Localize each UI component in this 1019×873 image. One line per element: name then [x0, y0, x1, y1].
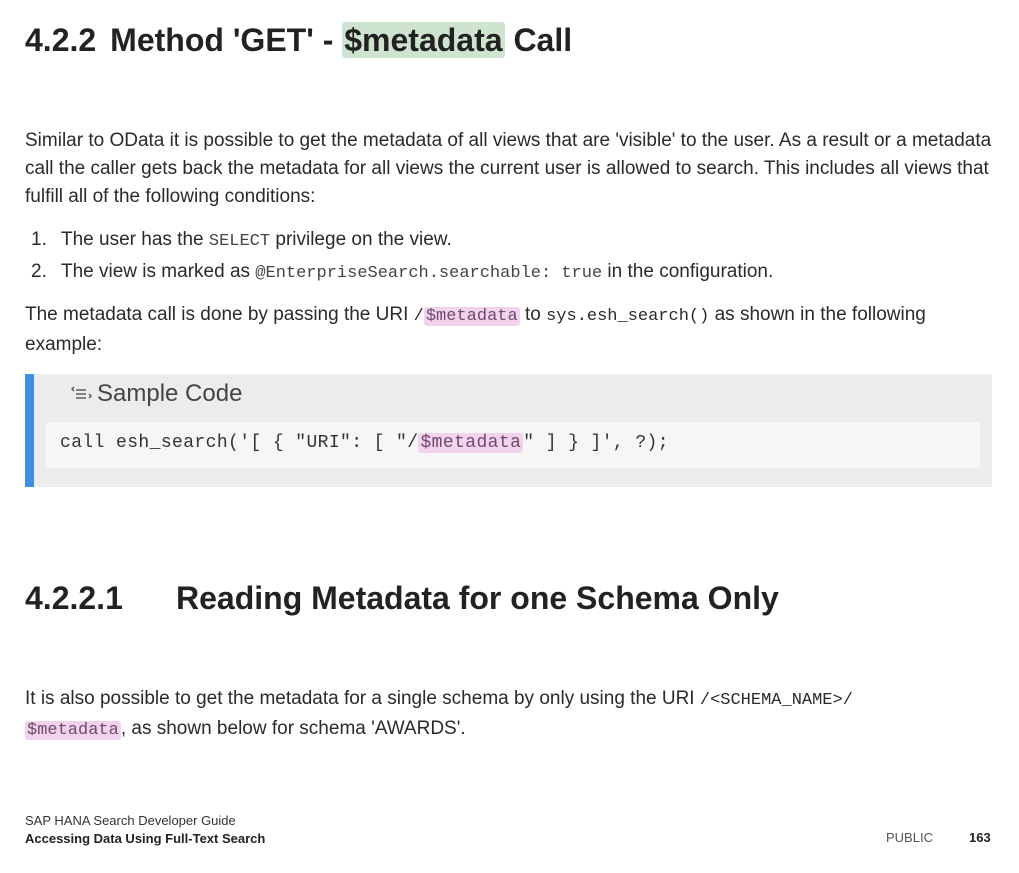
- schema-paragraph: [25, 685, 993, 745]
- footer-classification: PUBLIC: [886, 830, 933, 845]
- page-number: 163: [969, 830, 991, 845]
- code-highlight: $metadata: [420, 433, 522, 453]
- intro-paragraph: Similar to OData it is possible to get the metadata of all views that are 'visible' to the user. As a result or a metadata call the caller gets back the metadata for all views the current user is allowed to search. This includes all views that fulfill all of the following conditions:: [25, 130, 992, 207]
- footer-section-title: Accessing Data Using Full-Text Search: [25, 831, 266, 846]
- subsection-title: Reading Metadata for one Schema Only: [176, 580, 779, 616]
- heading-text-post: Call: [504, 22, 573, 58]
- code-line: [60, 433, 669, 453]
- example-paragraph: [25, 301, 993, 359]
- paragraph-text: , as shown below for schema 'AWARDS'.: [120, 718, 466, 739]
- code-text: " ] } ]', ?);: [523, 433, 669, 453]
- accent-bar: [25, 374, 34, 487]
- sample-code-block: [25, 374, 992, 487]
- section-heading: [25, 22, 572, 59]
- inline-code-highlight: $metadata: [425, 307, 518, 326]
- sample-code-label: Sample Code: [97, 380, 243, 407]
- code-box: [46, 422, 980, 468]
- inline-code: /: [413, 307, 424, 326]
- list-text: The view is marked as: [61, 261, 256, 282]
- subsection-number: 4.2.2.1: [25, 580, 123, 616]
- inline-code-highlight: $metadata: [27, 721, 119, 740]
- list-text: privilege on the view.: [270, 229, 452, 250]
- paragraph-text: to: [519, 304, 547, 325]
- inline-code: SELECT: [208, 232, 271, 251]
- inline-code: /<SCHEMA_NAME>/: [699, 691, 853, 710]
- paragraph-text: It is also possible to get the metadata for a single schema by only using the URI: [25, 688, 700, 709]
- subsection-heading: [25, 580, 779, 617]
- code-text: call esh_search('[ { "URI": [ "/: [60, 433, 419, 453]
- list-item: [25, 226, 993, 258]
- heading-text-pre: Method 'GET' -: [110, 22, 343, 58]
- section-number: 4.2.2: [25, 22, 97, 58]
- sample-code-title: [71, 378, 242, 410]
- list-item: [25, 258, 993, 290]
- list-number: 2.: [31, 261, 47, 282]
- list-text: in the configuration.: [602, 261, 774, 282]
- footer-guide-title: SAP HANA Search Developer Guide: [25, 813, 236, 828]
- footer-document-info: [25, 812, 265, 848]
- conditions-list: [25, 226, 993, 290]
- heading-highlight: $metadata: [344, 22, 503, 58]
- paragraph-text: as shown in the following example:: [25, 304, 926, 355]
- list-number: 1.: [31, 229, 47, 250]
- inline-code: sys.esh_search(): [546, 307, 710, 326]
- inline-code: @EnterpriseSearch.searchable: true: [255, 264, 603, 283]
- paragraph-text: The metadata call is done by passing the URI: [25, 304, 414, 325]
- sample-code-icon: [71, 382, 93, 404]
- list-text: The user has the: [61, 229, 209, 250]
